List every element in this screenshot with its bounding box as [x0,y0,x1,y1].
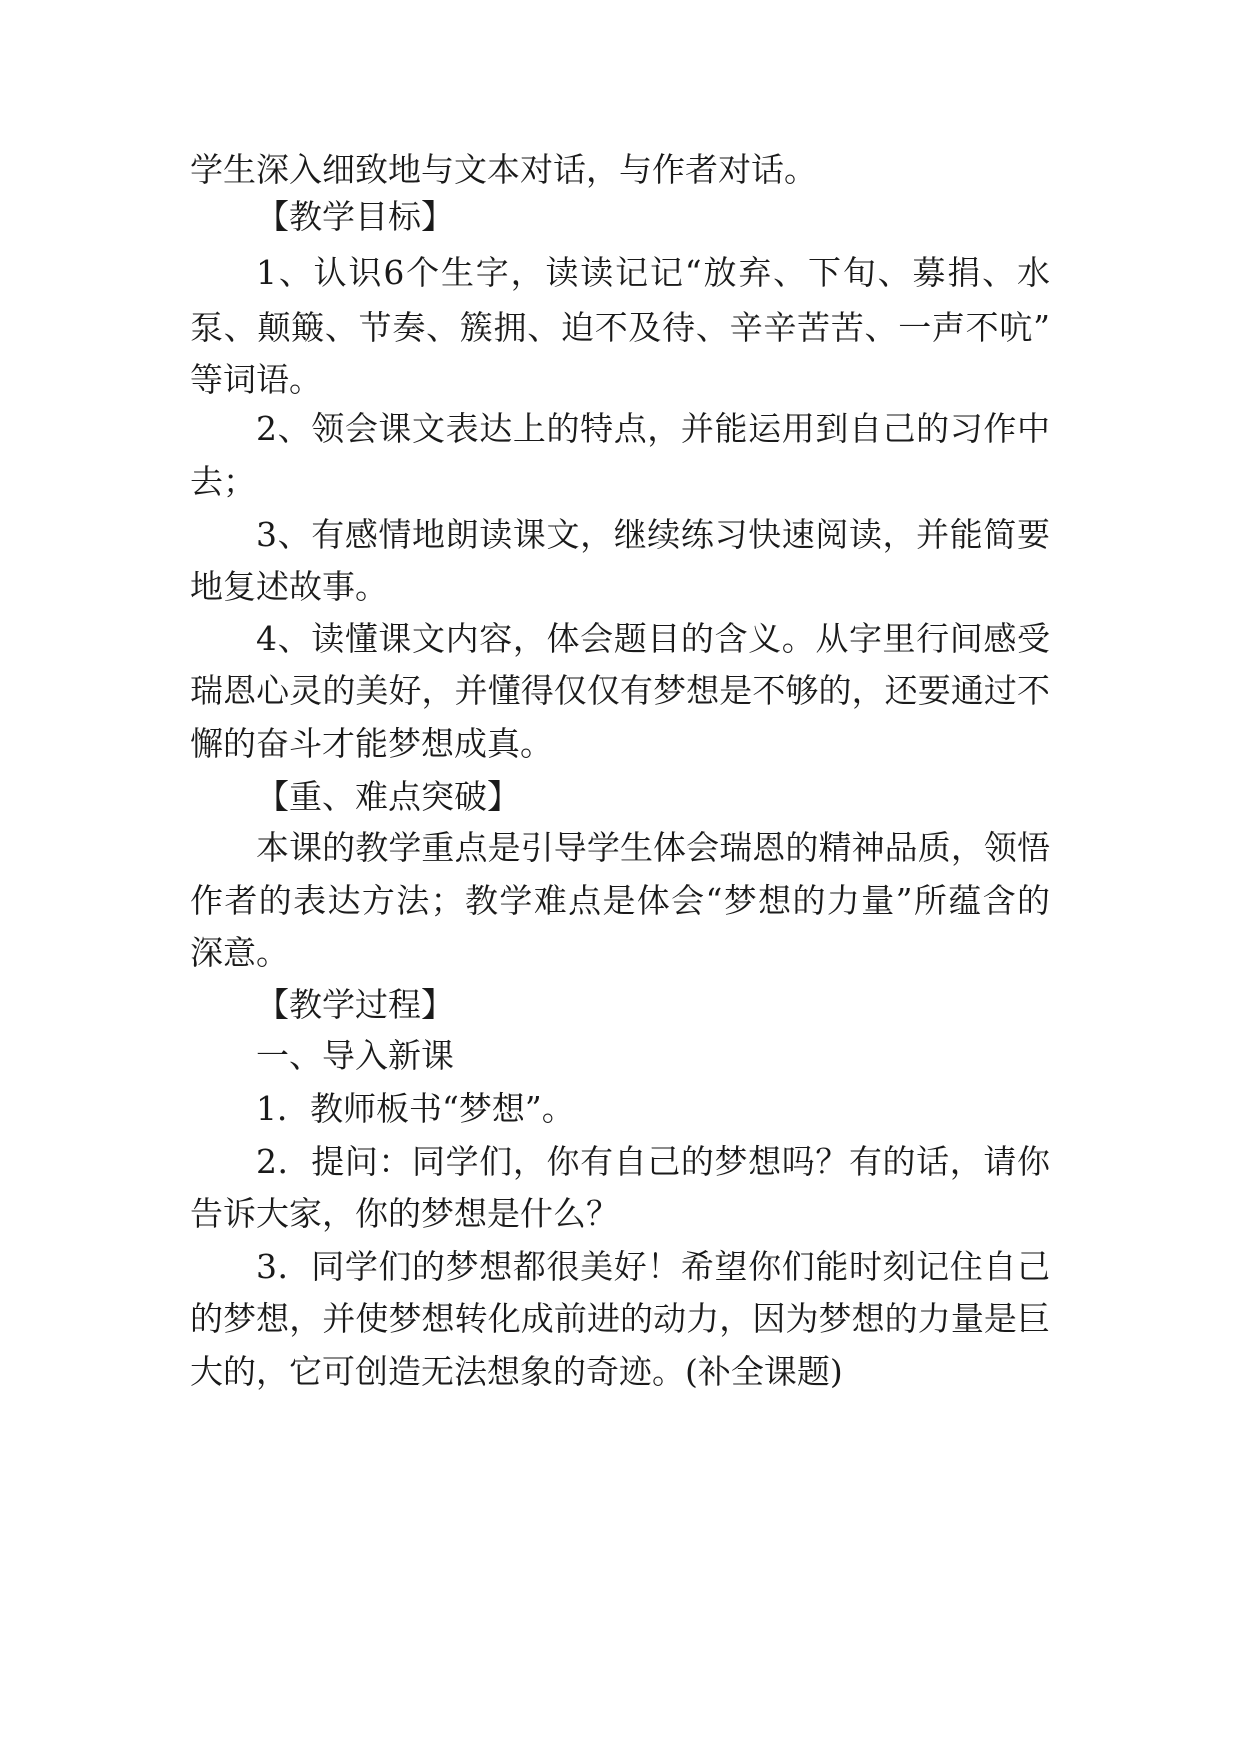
text-line: 4、读懂课文内容，体会题目的含义。从字里行间感受 [256,619,1050,658]
text-line: 去； [190,462,256,501]
text-line: 地复述故事。 [190,567,388,606]
text-line: 2、领会课文表达上的特点，并能运用到自己的习作中 [256,409,1050,448]
text-line: 瑞恩心灵的美好，并懂得仅仅有梦想是不够的，还要通过不 [190,671,1050,710]
text-line: 3、有感情地朗读课文，继续练习快速阅读，并能简要 [256,515,1050,554]
text-line: 深意。 [190,933,289,972]
section-heading-process: 【教学过程】 [256,985,454,1024]
text-line: 学生深入细致地与文本对话，与作者对话。 [190,150,817,189]
section-heading-key-points: 【重、难点突破】 [256,777,520,816]
text-line: 告诉大家，你的梦想是什么？ [190,1194,619,1233]
subsection-heading: 一、导入新课 [256,1036,454,1075]
text-line: 2．提问：同学们，你有自己的梦想吗？有的话，请你 [256,1142,1050,1181]
text-line: 等词语。 [190,360,322,399]
text-line: 3．同学们的梦想都很美好！希望你们能时刻记住自己 [256,1247,1050,1286]
text-line: 懈的奋斗才能梦想成真。 [190,724,553,763]
text-line: 的梦想，并使梦想转化成前进的动力，因为梦想的力量是巨 [190,1299,1050,1338]
text-line: 1、认识6个生字，读读记记“放弃、下旬、募捐、水 [256,253,1050,292]
text-line: 泵、颠簸、节奏、簇拥、迫不及待、辛辛苦苦、一声不吭” [190,308,1050,347]
section-heading-objectives: 【教学目标】 [256,197,454,236]
text-line: 1．教师板书“梦想”。 [256,1089,575,1128]
text-line: 大的，它可创造无法想象的奇迹。(补全课题) [190,1352,843,1391]
text-line: 作者的表达方法；教学难点是体会“梦想的力量”所蕴含的 [190,881,1050,920]
text-line: 本课的教学重点是引导学生体会瑞恩的精神品质，领悟 [256,828,1050,867]
